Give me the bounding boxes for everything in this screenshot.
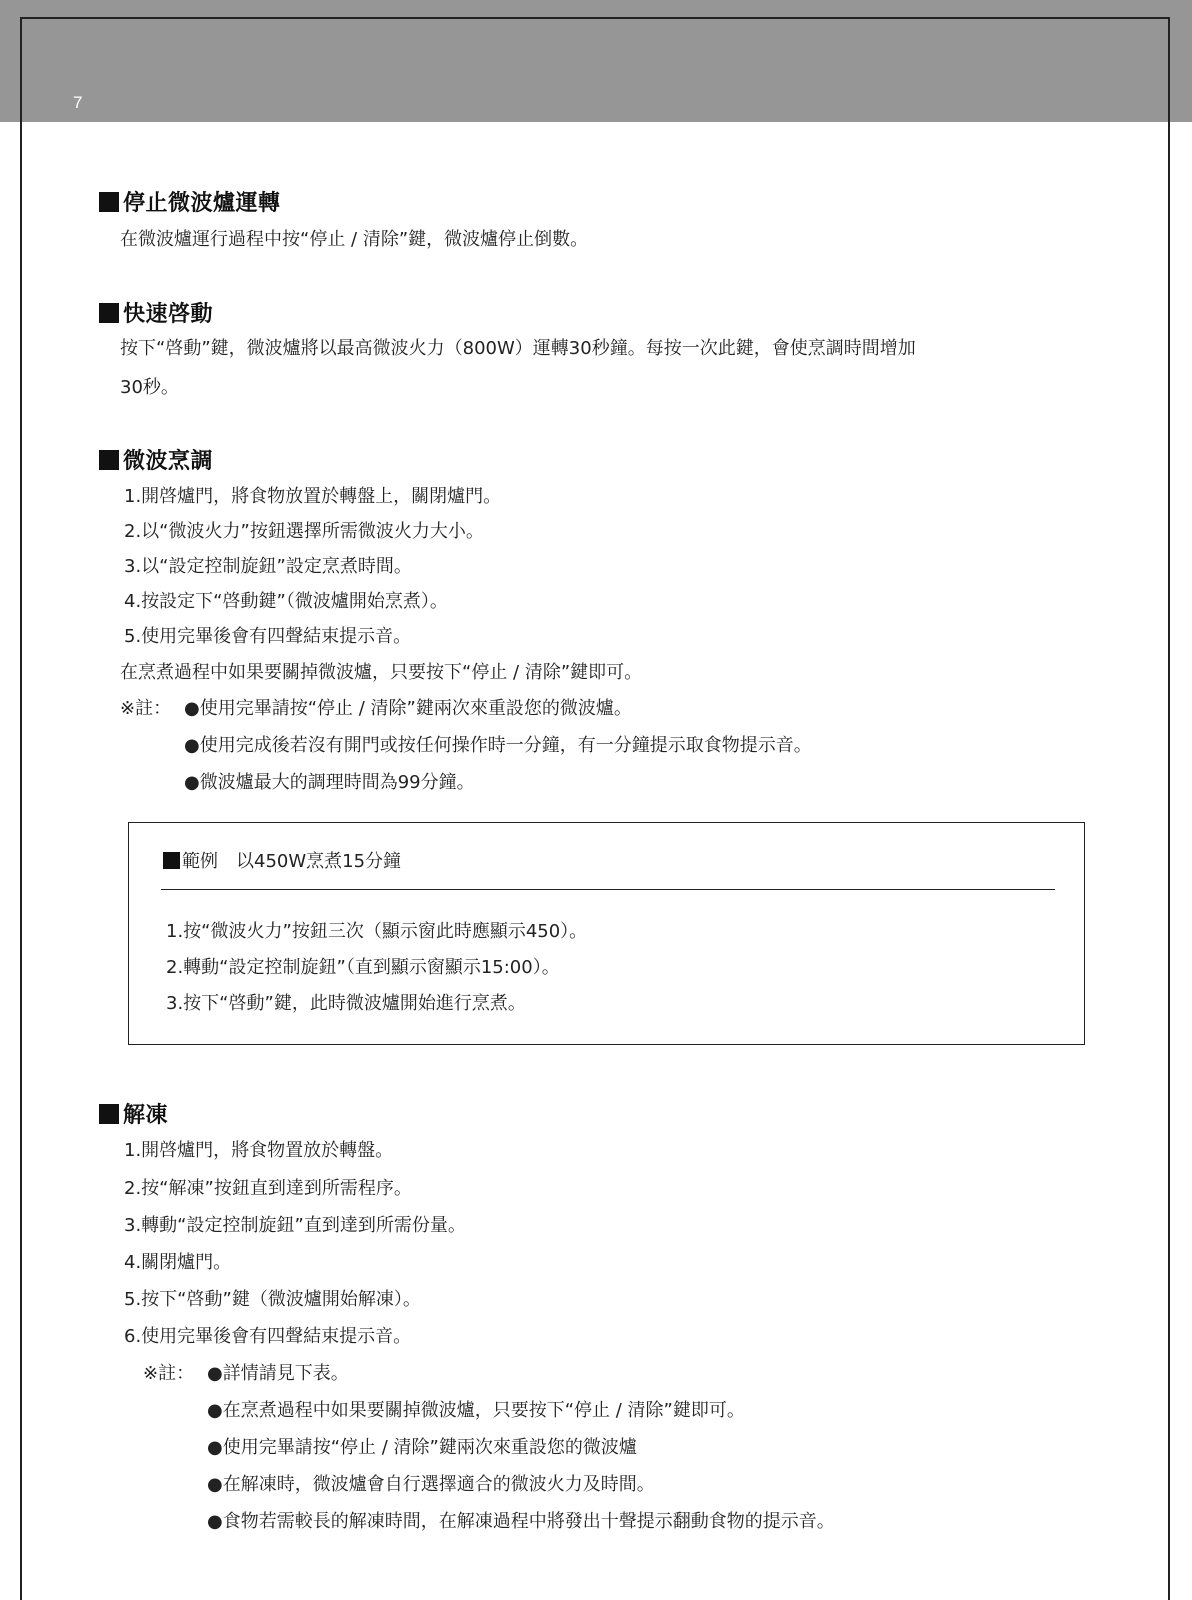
defrost-step: 3.轉動“設定控制旋鈕”直到達到所需份量。	[124, 1215, 466, 1236]
section-title-defrost	[99, 1098, 168, 1129]
cooking-step: 3.以“設定控制旋鈕”設定烹煮時間。	[124, 556, 412, 577]
section-title-microwave-cooking	[99, 444, 213, 475]
cooking-step: 2.以“微波火力”按鈕選擇所需微波火力大小。	[124, 521, 484, 542]
example-step: 2.轉動“設定控制旋鈕”（直到顯示窗顯示15:00）。	[166, 957, 560, 978]
example-divider	[161, 889, 1055, 890]
quick-start-body-line-1: 按下“啓動”鍵，微波爐將以最高微波火力（800W）運轉30秒鐘。每按一次此鍵，會使烹調時間增加	[120, 338, 916, 359]
square-bullet-icon	[99, 1104, 119, 1124]
defrost-step: 1.開啓爐門，將食物置放於轉盤。	[124, 1140, 394, 1161]
cooking-note: ●使用完畢請按“停止 / 清除”鍵兩次來重設您的微波爐。	[184, 698, 632, 719]
section-title-text: 停止微波爐運轉	[123, 191, 281, 216]
quick-start-body-line-2: 30秒。	[120, 377, 179, 398]
example-step: 3.按下“啓動”鍵，此時微波爐開始進行烹煮。	[166, 993, 526, 1014]
example-step: 1.按“微波火力”按鈕三次（顯示窗此時應顯示450）。	[166, 921, 588, 942]
defrost-note: ●在解凍時，微波爐會自行選擇適合的微波火力及時間。	[207, 1474, 655, 1495]
example-box	[128, 822, 1085, 1045]
defrost-note: ●使用完畢請按“停止 / 清除”鍵兩次來重設您的微波爐	[207, 1437, 637, 1458]
defrost-note: ●詳情請見下表。	[207, 1363, 349, 1384]
cooking-step: 5.使用完畢後會有四聲結束提示音。	[124, 626, 412, 647]
cooking-note-prefix: ※註：	[120, 698, 172, 719]
cooking-note: ●微波爐最大的調理時間為99分鐘。	[184, 772, 475, 793]
section-title-text: 解凍	[123, 1103, 169, 1128]
defrost-note: ●食物若需較長的解凍時間，在解凍過程中將發出十聲提示翻動食物的提示音。	[207, 1511, 835, 1532]
cooking-stop-note: 在烹煮過程中如果要關掉微波爐，只要按下“停止 / 清除”鍵即可。	[120, 662, 643, 683]
cooking-note: ●使用完成後若沒有開門或按任何操作時一分鐘，有一分鐘提示取食物提示音。	[184, 735, 812, 756]
stop-body: 在微波爐運行過程中按“停止 / 清除”鍵，微波爐停止倒數。	[120, 229, 589, 250]
section-title-stop	[99, 186, 281, 217]
square-bullet-icon	[99, 192, 119, 212]
cooking-step: 1.開啓爐門，將食物放置於轉盤上，關閉爐門。	[124, 486, 502, 507]
square-bullet-icon	[163, 852, 180, 869]
defrost-step: 2.按“解凍”按鈕直到達到所需程序。	[124, 1178, 412, 1199]
square-bullet-icon	[99, 303, 119, 323]
defrost-note-prefix: ※註：	[143, 1363, 195, 1384]
section-title-text: 微波烹調	[123, 449, 214, 474]
example-title-text: 範例 以450W烹煮15分鐘	[182, 851, 402, 872]
section-title-quick-start	[99, 297, 213, 328]
defrost-step: 6.使用完畢後會有四聲結束提示音。	[124, 1326, 412, 1347]
section-title-text: 快速啓動	[123, 302, 214, 327]
defrost-note: ●在烹煮過程中如果要關掉微波爐，只要按下“停止 / 清除”鍵即可。	[207, 1400, 745, 1421]
square-bullet-icon	[99, 450, 119, 470]
page-number: 7	[73, 93, 83, 112]
example-title	[163, 847, 401, 873]
defrost-step: 4.關閉爐門。	[124, 1252, 232, 1273]
defrost-step: 5.按下“啓動”鍵（微波爐開始解凍）。	[124, 1289, 421, 1310]
cooking-step: 4.按設定下“啓動鍵”（微波爐開始烹煮）。	[124, 591, 448, 612]
